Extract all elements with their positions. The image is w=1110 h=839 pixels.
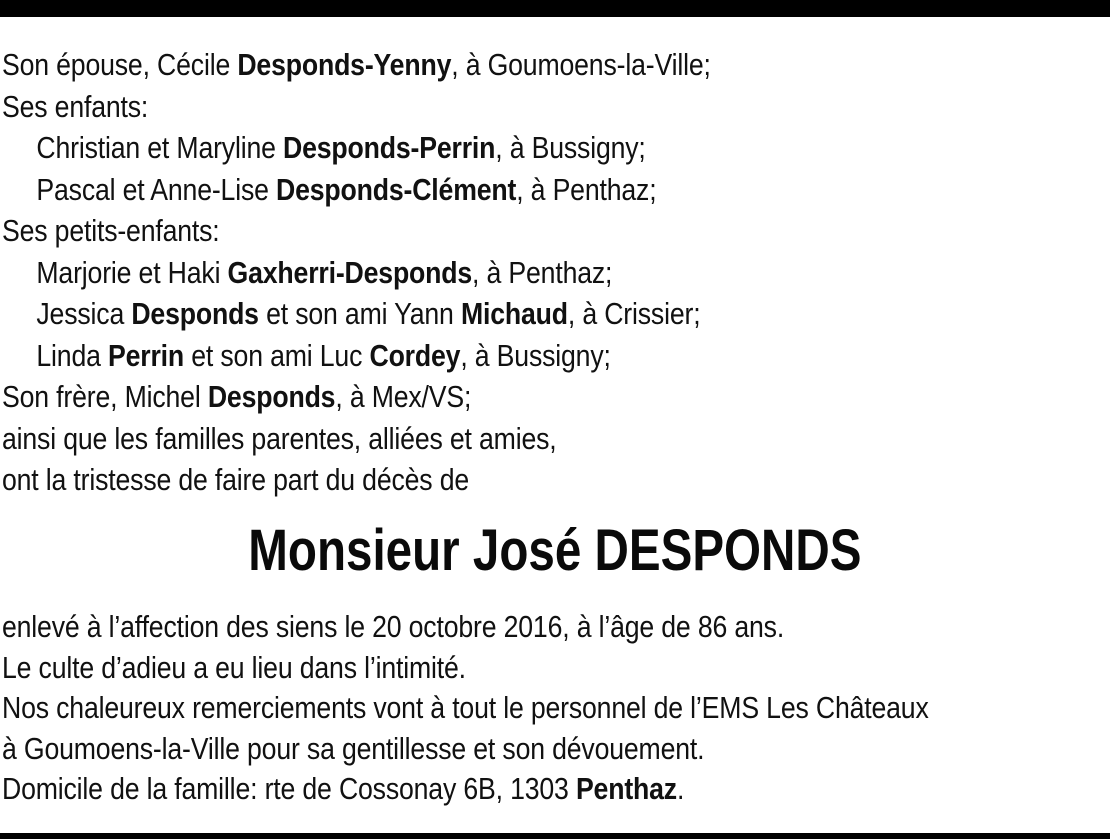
text: ont la tristesse de faire part du décès de [2,462,470,497]
sibling-line [2,376,953,418]
town: Penthaz [575,771,677,806]
text: et son ami Yann [258,296,461,331]
surname: Cordey [369,337,461,373]
child-line [2,127,953,169]
details-line [2,729,953,770]
spouse-line [2,44,953,86]
surname: Michaud [460,296,568,331]
details-line [2,648,953,689]
details [2,607,1108,810]
details-line [2,688,953,729]
deceased-heading [0,516,1110,586]
text: Jessica [36,296,132,331]
child-line [2,169,953,211]
family-address-line [2,769,953,810]
surname: Desponds-Perrin [283,130,496,165]
text: Pascal et Anne-Lise [36,171,277,207]
grandchildren-heading [2,210,953,252]
text: et son ami Luc [184,337,370,373]
surname: Desponds-Clément [276,171,517,207]
grandchild-line [2,252,953,294]
text: Ses enfants: [2,88,149,124]
deceased-name: Monsieur José DESPONDS [248,518,862,583]
relatives-line [2,418,953,460]
text: , à Mex/VS; [335,379,472,414]
grandchild-line [2,335,953,377]
text: Christian et Maryline [36,130,284,165]
text: , à Crissier; [567,296,701,331]
details-line [2,607,953,648]
text: Marjorie et Haki [36,254,228,290]
text: , à Goumoens-la-Ville; [451,47,711,82]
text: , à Penthaz; [516,171,657,207]
surname: Desponds [131,296,259,331]
surname: Desponds-Yenny [237,47,452,82]
text: Son frère, Michel [2,379,208,414]
text: Domicile de la famille: rte de Cossonay 6B, 1303 [2,771,576,806]
surname: Perrin [108,337,185,373]
grandchild-line [2,293,953,335]
text: Le culte d’adieu a eu lieu dans l’intimité. [2,649,466,685]
surname: Gaxherri-Desponds [227,254,473,290]
text: Linda [36,337,109,373]
text: ainsi que les familles parentes, alliées et amies, [2,420,557,456]
text: Nos chaleureux remerciements vont à tout le personnel de l’EMS Les Châteaux [2,690,929,725]
text: Ses petits-enfants: [2,213,220,248]
text: . [676,771,685,806]
text: à Goumoens-la-Ville pour sa gentillesse et son dévouement. [2,730,705,766]
text: , à Bussigny; [460,337,611,373]
bottom-rule [0,833,1110,839]
top-rule [0,0,1110,17]
surname: Desponds [207,379,336,414]
children-heading [2,86,953,128]
text: enlevé à l’affection des siens le 20 octobre 2016, à l’âge de 86 ans. [2,609,785,644]
family-list [2,44,1108,501]
text: , à Bussigny; [495,130,646,165]
text: , à Penthaz; [472,254,613,290]
announcement-line [2,459,953,501]
text: Son épouse, Cécile [2,47,238,82]
